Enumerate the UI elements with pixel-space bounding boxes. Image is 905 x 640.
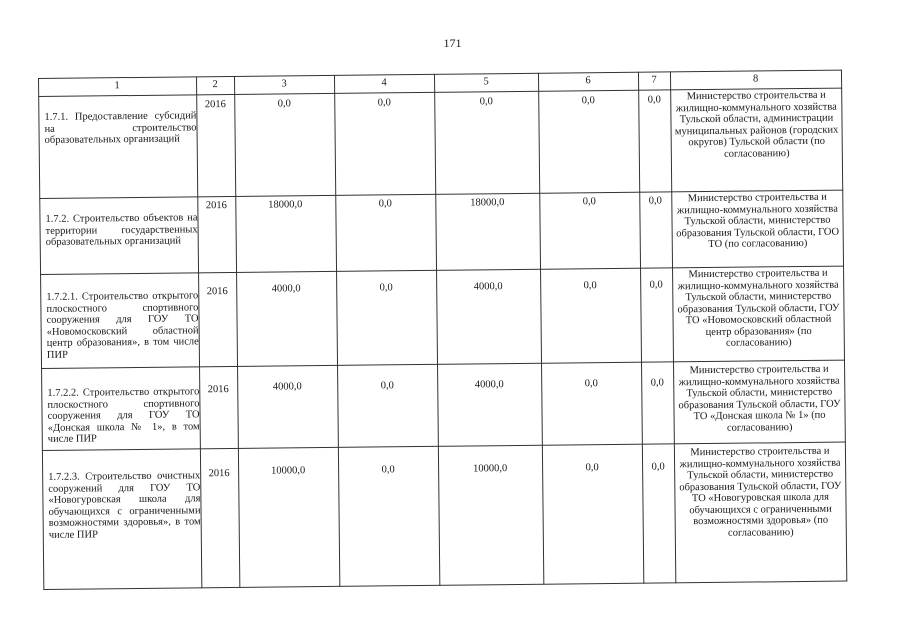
row-responsible: Министерство строительства и жилищно-коммунального хозяйства Тульской области, министерство образования Тульской области, ГОУ ТО «Новогуровская школа для обучающихся с ограниченными возможностями здоровья» (по согласованию)	[679, 445, 842, 539]
row-value: 0,0	[379, 282, 393, 294]
row-value: 18000,0	[470, 197, 505, 209]
row-value: 4000,0	[474, 379, 504, 391]
row-value: 0,0	[584, 378, 598, 390]
col-header-6: 6	[585, 75, 591, 87]
row-name: 1.7.2. Строительство объектов на территории государственных образовательных организаций	[45, 212, 198, 248]
col-border	[538, 73, 544, 585]
row-value: 18000,0	[268, 199, 303, 211]
row-value: 0,0	[581, 95, 595, 107]
row-value: 0,0	[380, 380, 394, 392]
col-header-8: 8	[752, 73, 759, 85]
row-value: 0,0	[479, 96, 493, 108]
row-year: 2016	[205, 200, 227, 212]
table-bottom-border	[43, 581, 847, 590]
col-border	[434, 74, 440, 586]
row-value: 4000,0	[271, 283, 301, 295]
col-header-4: 4	[381, 77, 387, 89]
row-value: 0,0	[381, 464, 395, 476]
row-name: 1.7.2.2. Строительство открытого плоскостного спортивного сооружения для ГОУ ТО «Донская школа № 1», в том числе ПИР	[47, 386, 200, 445]
row-value: 0,0	[378, 198, 392, 210]
row-value: 0,0	[651, 461, 665, 473]
col-border	[334, 75, 340, 587]
row-name: 1.7.2.3. Строительство очистных сооружений для ГОУ ТО «Новогуровская школа для обучающихся с ограниченными возможностями здоровья», в том числе ПИР	[48, 470, 201, 541]
program-table	[38, 70, 847, 590]
row-value: 0,0	[582, 196, 596, 208]
row-value: 0,0	[377, 97, 391, 109]
col-border	[638, 72, 644, 584]
row-year: 2016	[207, 384, 229, 396]
row-responsible: Министерство строительства и жилищно-коммунального хозяйства Тульской области, министерство образования Тульской области, ГОО ТО (по согласованию)	[676, 191, 840, 250]
col-header-2: 2	[212, 79, 218, 91]
row-value: 0,0	[647, 94, 661, 106]
row-value: 0,0	[649, 279, 663, 291]
row-name: 1.7.1. Предоставление субсидий на строительство образовательных организаций	[44, 110, 197, 146]
col-header-3: 3	[281, 78, 287, 90]
col-border	[38, 78, 44, 590]
col-border	[234, 76, 240, 588]
row-value: 0,0	[648, 195, 662, 207]
row-value: 0,0	[583, 280, 597, 292]
col-header-7: 7	[651, 74, 657, 86]
row-value: 0,0	[650, 377, 664, 389]
row-year: 2016	[206, 286, 228, 298]
row-responsible: Министерство строительства и жилищно-коммунального хозяйства Тульской области, министерство образования Тульской области, ГОУ ТО «Новомосковский областной центр образования» (по согласованию)	[677, 267, 840, 349]
row-value: 10000,0	[472, 463, 508, 475]
row-year: 2016	[204, 99, 226, 111]
col-header-5: 5	[483, 76, 489, 88]
row-year: 2016	[208, 468, 230, 480]
row-value: 10000,0	[271, 465, 306, 477]
row-value: 0,0	[585, 462, 599, 474]
row-responsible: Министерство строительства и жилищно-коммунального хозяйства Тульской области, администрации муниципальных районов (городских округов) Тульской области (по согласованию)	[674, 89, 839, 160]
row-responsible: Министерство строительства и жилищно-коммунального хозяйства Тульской области, министерство образования Тульской области, ГОУ ТО «Донская школа № 1» (по согласованию)	[678, 363, 841, 434]
row-value: 0,0	[277, 98, 291, 110]
row-name: 1.7.2.1. Строительство открытого плоскостного спортивного сооружения для ГОУ ТО «Новомосковский областной центр образования», в том числе ПИР	[46, 290, 199, 361]
col-header-1: 1	[114, 80, 120, 92]
row-value: 4000,0	[473, 281, 503, 293]
row-value: 4000,0	[272, 381, 302, 393]
page-number: 171	[443, 36, 462, 50]
